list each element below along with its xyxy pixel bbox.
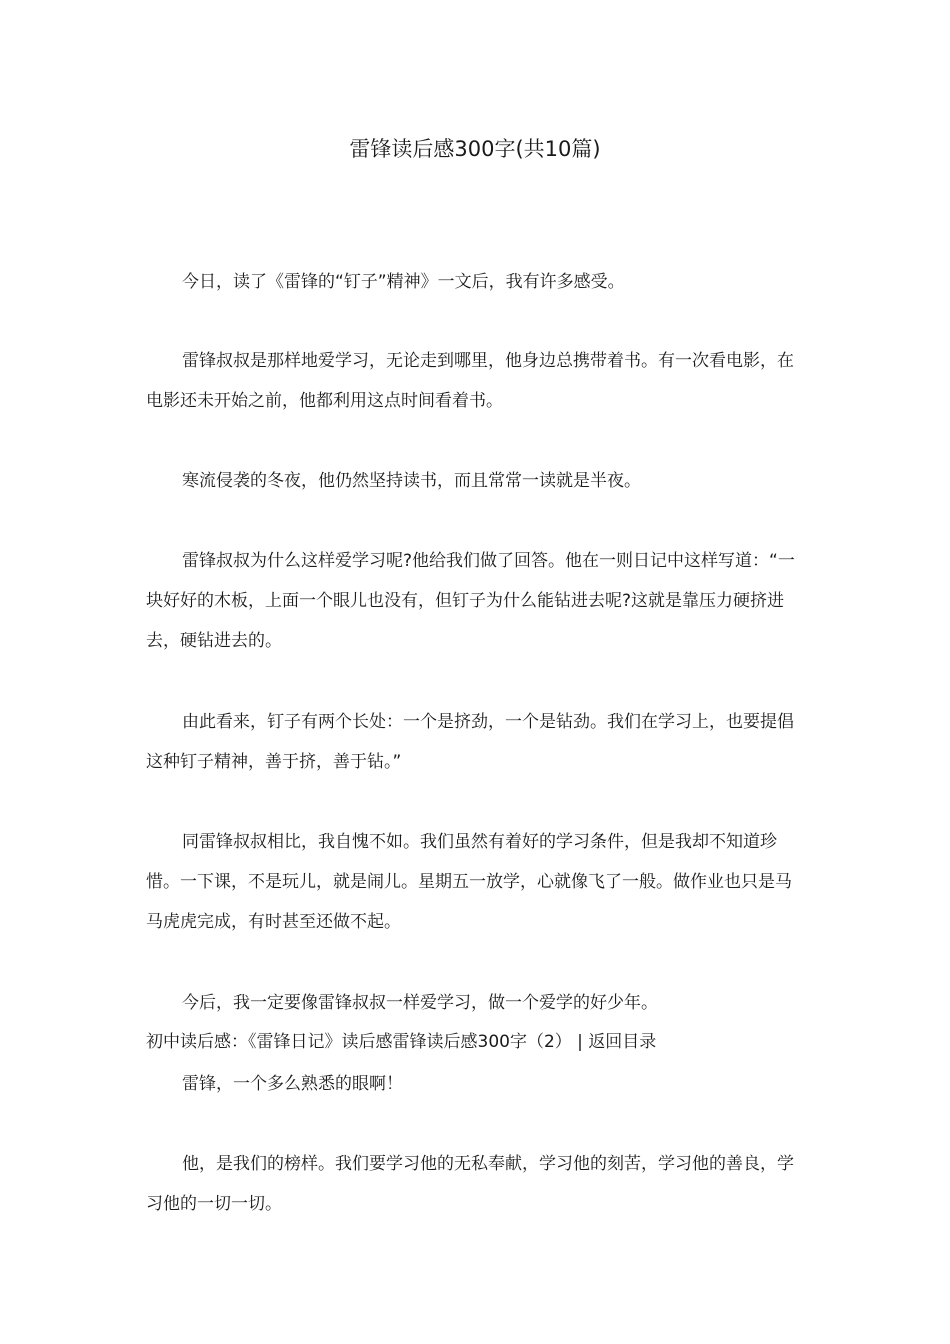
document-title: 雷锋读后感300字(共10篇) (349, 137, 601, 161)
paragraph-2: 雷锋叔叔是那样地爱学习，无论走到哪里，他身边总携带着书。有一次看电影，在电影还未开始之前，他都利用这点时间看着书。 (146, 351, 794, 411)
section-heading: 初中读后感：《雷锋日记》读后感雷锋读后感300字（2） (146, 1032, 572, 1052)
back-to-toc-link[interactable]: 返回目录 (588, 1032, 657, 1052)
section-heading-line (146, 1026, 656, 1058)
paragraph-7: 今后，我一定要像雷锋叔叔一样爱学习，做一个爱学的好少年。 (182, 993, 658, 1013)
paragraph-3: 寒流侵袭的冬夜，他仍然坚持读书，而且常常一读就是半夜。 (182, 471, 641, 491)
separator: | (577, 1032, 583, 1052)
paragraph-5: 由此看来，钉子有两个长处：一个是挤劲，一个是钻劲。我们在学习上，也要提倡这种钉子精神，善于挤，善于钻。” (146, 712, 794, 772)
paragraph-9: 他，是我们的榜样。我们要学习他的无私奉献，学习他的刻苦，学习他的善良，学习他的一切一切。 (146, 1154, 794, 1214)
paragraph-1: 今日，读了《雷锋的“钉子”精神》一文后，我有许多感受。 (182, 272, 625, 292)
paragraph-8: 雷锋，一个多么熟悉的眼啊！ (182, 1074, 403, 1094)
paragraph-6: 同雷锋叔叔相比，我自愧不如。我们虽然有着好的学习条件，但是我却不知道珍惜。一下课，不是玩儿，就是闹儿。星期五一放学，心就像飞了一般。做作业也只是马马虎虎完成，有时甚至还做不起。 (146, 832, 792, 932)
paragraph-4: 雷锋叔叔为什么这样爱学习呢?他给我们做了回答。他在一则日记中这样写道：“一块好好的木板，上面一个眼儿也没有，但钉子为什么能钻进去呢?这就是靠压力硬挤进去，硬钻进去的。 (146, 551, 795, 651)
